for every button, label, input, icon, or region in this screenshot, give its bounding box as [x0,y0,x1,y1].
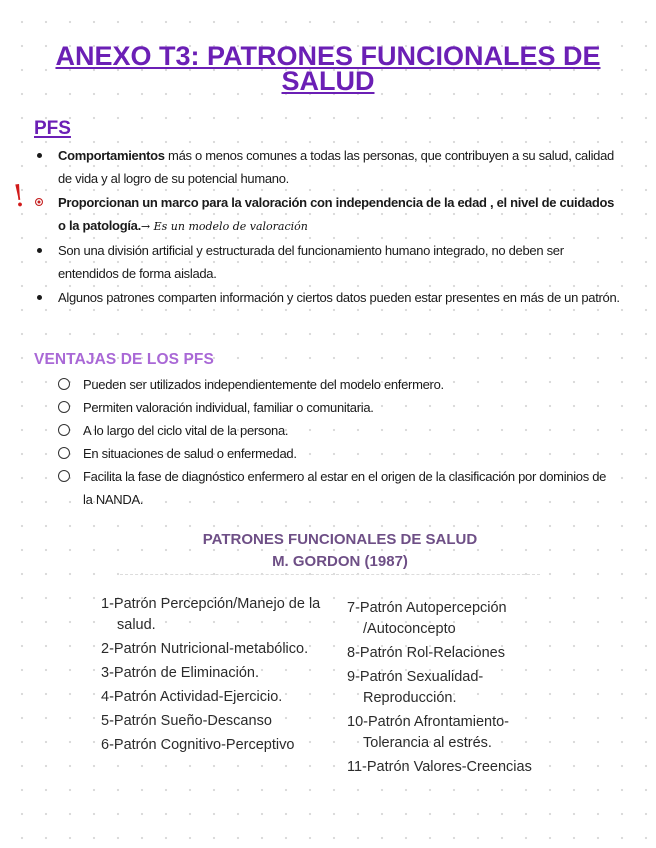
ventajas-heading: VENTAJAS DE LOS PFS [34,351,214,368]
pattern-item: 1-Patrón Percepción/Manejo de la salud. [101,596,321,633]
list-item-text: más o menos comunes a todas las personas, que contribuyen a su salud, calidad de vida y al logro de su potencial humano. [58,148,614,186]
patterns-left-column [101,594,331,759]
pattern-item: 8-Patrón Rol-Relaciones [347,645,505,661]
list-item: En situaciones de salud o enfermedad. [58,442,618,465]
pattern-item: 6-Patrón Cognitivo-Perceptivo [101,737,295,753]
divider [120,574,540,575]
pfs-bullet-list [34,144,624,310]
list-item: Permiten valoración individual, familiar o comunitaria. [58,396,618,419]
list-item-text: Son una división artificial y estructurada del funcionamiento humano integrado, no deben ser entendidos de forma aislada. [58,243,564,281]
exclamation-mark-annotation: ! [10,178,28,215]
pattern-item: 10-Patrón Afrontamiento-Tolerancia al estrés. [347,714,510,751]
list-item [34,286,624,309]
list-item-important [34,191,624,238]
list-item: A lo largo del ciclo vital de la persona. [58,419,618,442]
pattern-item: 5-Patrón Sueño-Descanso [101,713,272,729]
list-item: Pueden ser utilizados independientemente del modelo enfermero. [58,373,618,396]
pattern-item: 4-Patrón Actividad-Ejercicio. [101,689,283,705]
page-title: ANEXO T3: PATRONES FUNCIONALES DE SALUD [55,41,601,96]
pfs-heading: PFS [34,118,71,139]
list-item [34,144,624,190]
gordon-title-line2: M. GORDON (1987) [272,553,408,570]
pattern-item: 9-Patrón Sexualidad-Reproducción. [347,669,484,706]
list-item: Facilita la fase de diagnóstico enfermero al estar en el origen de la clasificación por dominios de la NANDA. [58,465,618,511]
ventajas-list [58,373,618,511]
pattern-item: 2-Patrón Nutricional-metabólico. [101,641,309,657]
gordon-title-line1: PATRONES FUNCIONALES DE SALUD [202,531,478,548]
pattern-item: 7-Patrón Autopercepción /Autoconcepto [347,600,507,637]
pattern-item: 11-Patrón Valores-Creencias [347,759,532,775]
list-item-bold: Proporcionan un marco para la valoración con independencia de la edad , el nivel de cuidados o la patología. [58,195,615,233]
patterns-right-column [347,598,547,781]
list-item [34,239,624,285]
pattern-item: 3-Patrón de Eliminación. [101,665,259,681]
list-item-bold: Comportamientos [58,148,165,163]
list-item-text: Algunos patrones comparten información y ciertos datos pueden estar presentes en más de un patrón. [58,290,620,305]
gordon-title [90,529,590,573]
handwritten-note: → Es un modelo de valoración [140,220,308,233]
